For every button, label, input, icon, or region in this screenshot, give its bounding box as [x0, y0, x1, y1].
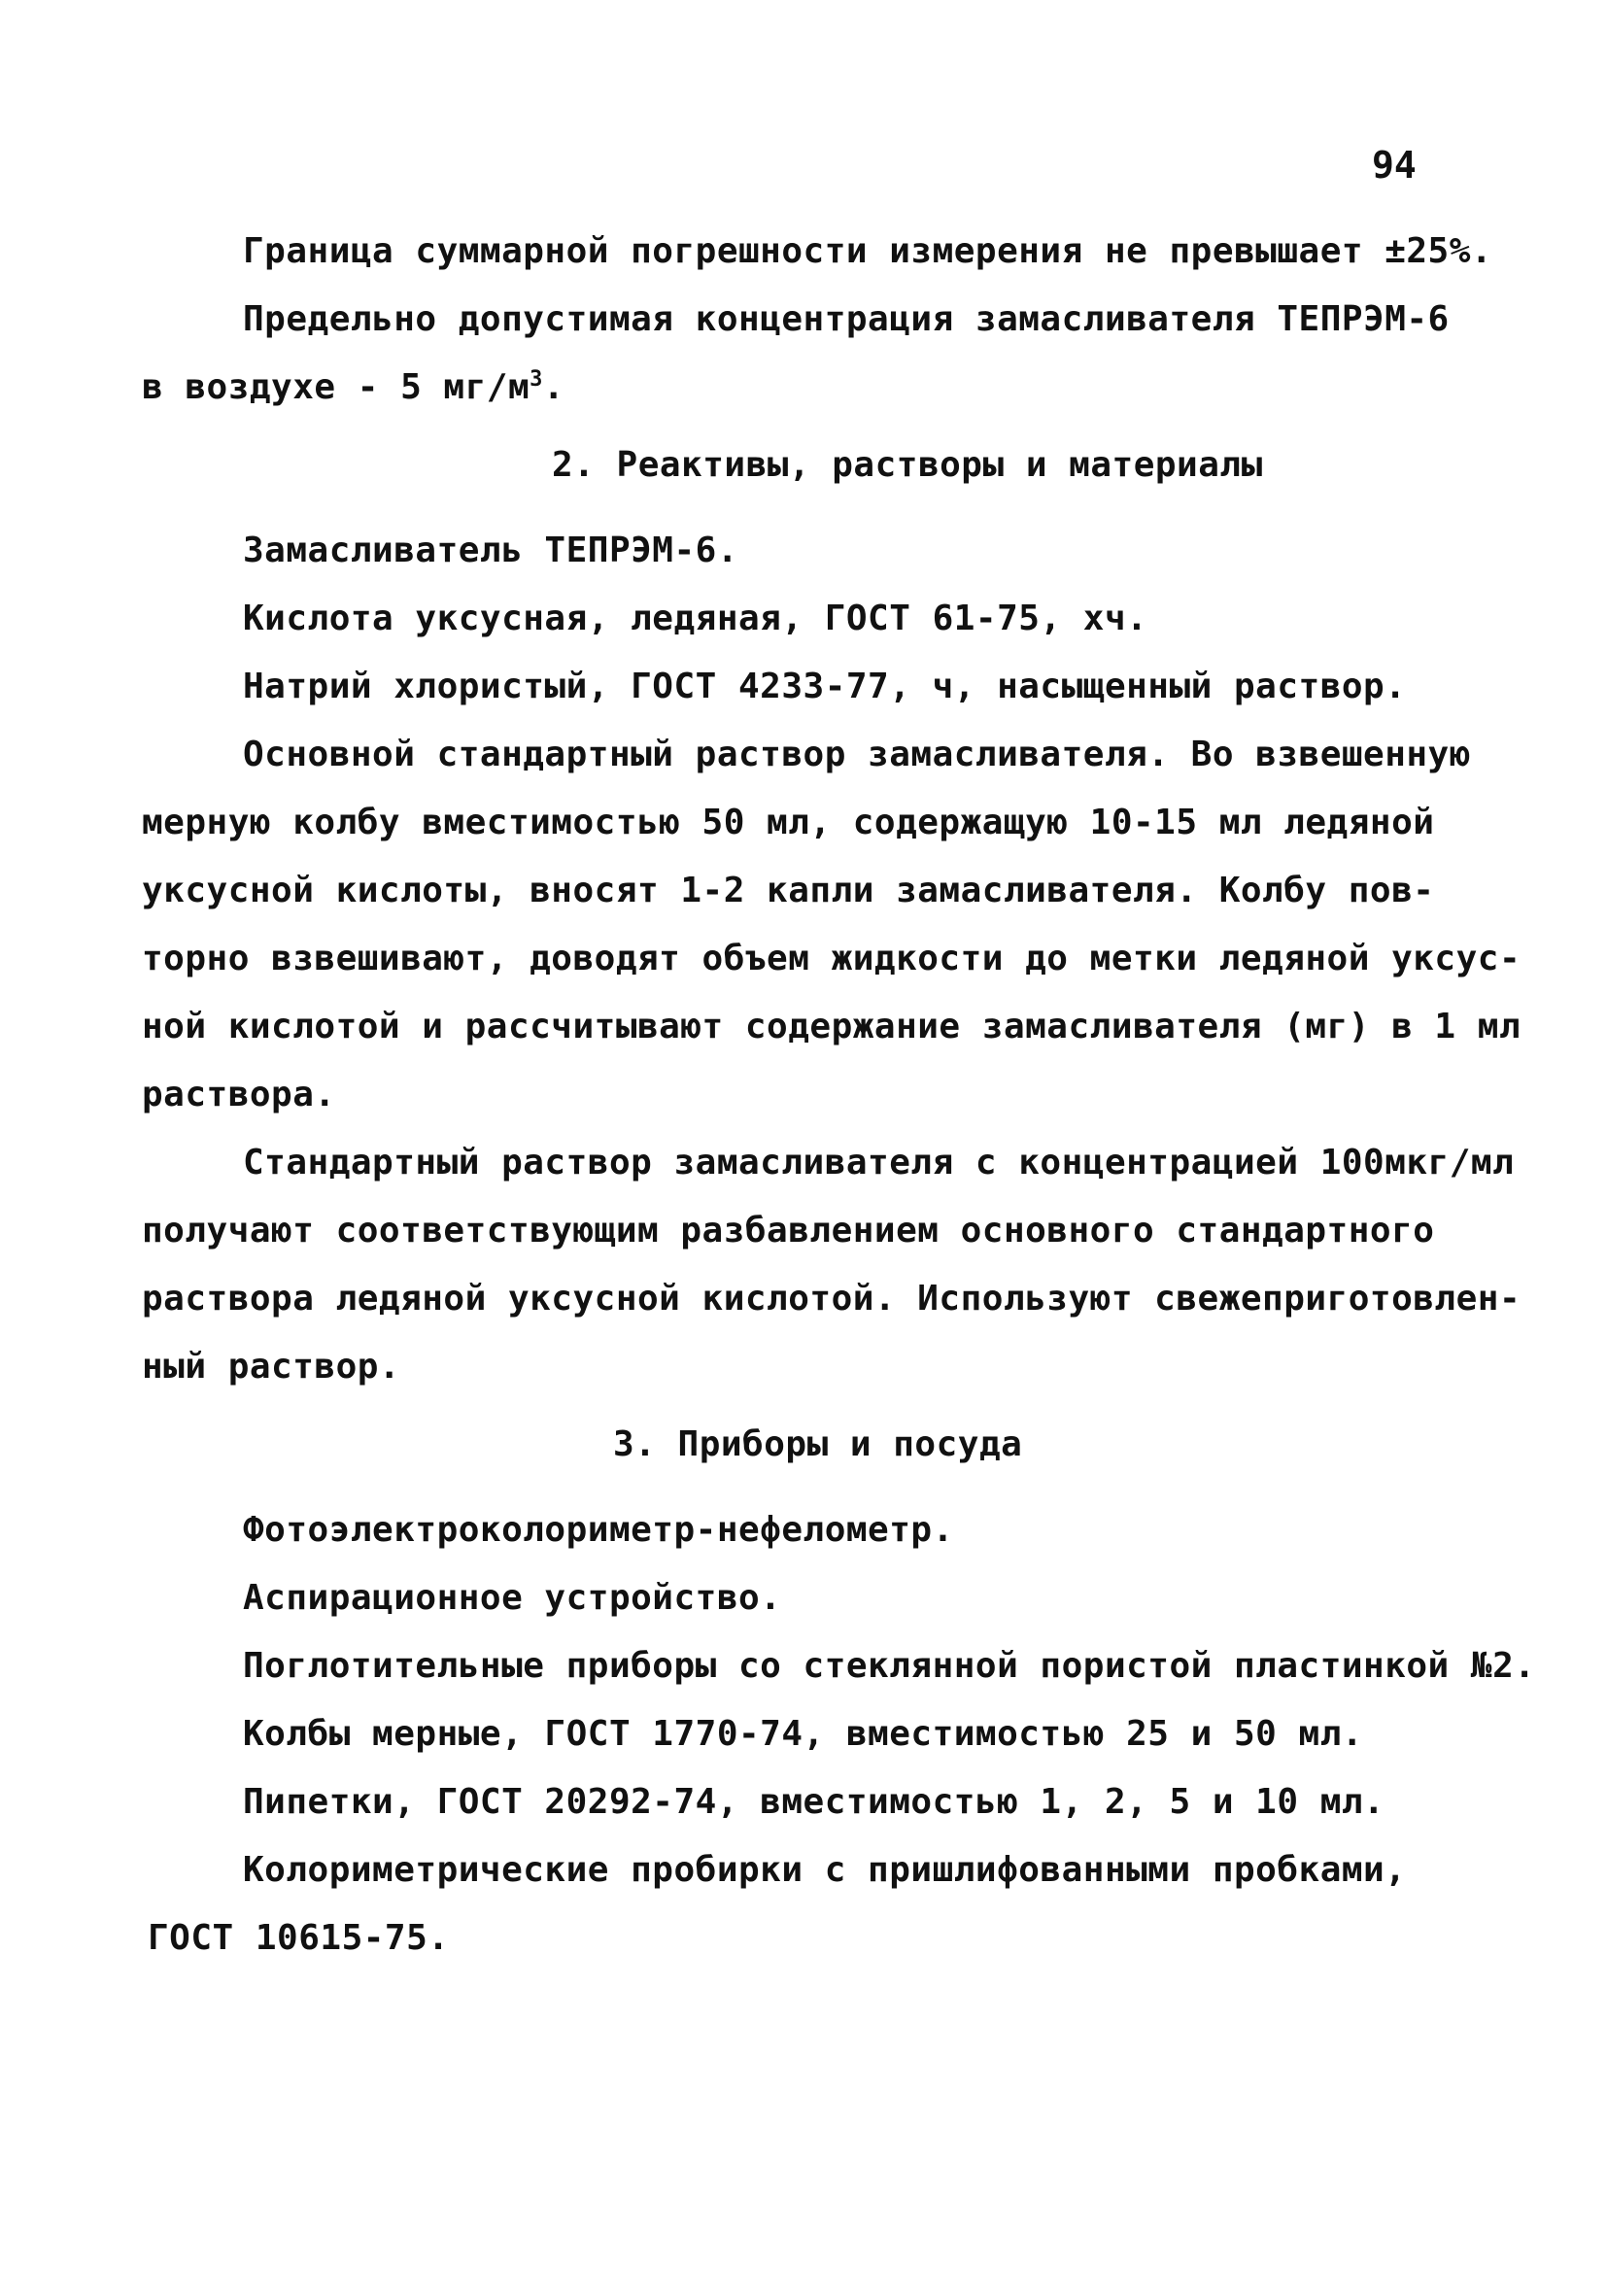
paragraph-2-line-2: получают соответствующим разбавлением основного стандартного	[142, 1211, 1435, 1251]
section-2-line-3: Натрий хлористый, ГОСТ 4233-77, ч, насыщенный раствор.	[243, 667, 1407, 706]
intro-line-3-superscript: 3	[530, 367, 543, 392]
section-2-line-1: Замасливатель ТЕПРЭМ-6.	[243, 531, 738, 570]
paragraph-2-line-1: Стандартный раствор замасливателя с концентрацией 100мкг/мл	[243, 1143, 1515, 1182]
section-3-line-4: Колбы мерные, ГОСТ 1770-74, вместимостью 25 и 50 мл.	[243, 1714, 1364, 1754]
paragraph-1-line-6: раствора.	[142, 1075, 336, 1114]
paragraph-1-line-1: Основной стандартный раствор замасливателя. Во взвешенную	[243, 735, 1471, 774]
paragraph-1-line-3: уксусной кислоты, вносят 1-2 капли замасливателя. Колбу пов-	[142, 871, 1435, 910]
section-3-line-7: ГОСТ 10615-75.	[148, 1918, 450, 1958]
paragraph-1-line-2: мерную колбу вместимостью 50 мл, содержащую 10-15 мл ледяной	[142, 803, 1435, 842]
section-2-heading: 2. Реактивы, растворы и материалы	[552, 445, 1263, 485]
page-number: 94	[1372, 144, 1417, 187]
intro-line-3-text: в воздухе - 5 мг/м	[142, 367, 530, 407]
paragraph-1-line-5: ной кислотой и рассчитывают содержание замасливателя (мг) в 1 мл	[142, 1007, 1522, 1046]
section-2-line-2: Кислота уксусная, ледяная, ГОСТ 61-75, хч.	[243, 599, 1148, 638]
paragraph-2-line-4: ный раствор.	[142, 1347, 401, 1387]
section-3-line-1: Фотоэлектроколориметр-нефелометр.	[243, 1510, 954, 1550]
intro-line-1: Граница суммарной погрешности измерения не превышает ±25%.	[243, 231, 1493, 271]
section-3-line-6: Колориметрические пробирки с пришлифованными пробками,	[243, 1850, 1407, 1890]
intro-line-2: Предельно допустимая концентрация замасливателя ТЕПРЭМ-6	[243, 299, 1450, 339]
paragraph-1-line-4: торно взвешивают, доводят объем жидкости до метки ледяной уксус-	[142, 939, 1522, 978]
paragraph-2-line-3: раствора ледяной уксусной кислотой. Используют свежеприготовлен-	[142, 1279, 1522, 1319]
section-3-line-3: Поглотительные приборы со стеклянной пористой пластинкой №2.	[243, 1646, 1536, 1686]
section-3-line-5: Пипетки, ГОСТ 20292-74, вместимостью 1, 2, 5 и 10 мл.	[243, 1782, 1385, 1822]
section-3-heading: 3. Приборы и посуда	[613, 1424, 1023, 1464]
section-3-line-2: Аспирационное устройство.	[243, 1578, 782, 1618]
intro-line-3-end: .	[542, 367, 565, 407]
intro-line-3	[142, 367, 564, 407]
